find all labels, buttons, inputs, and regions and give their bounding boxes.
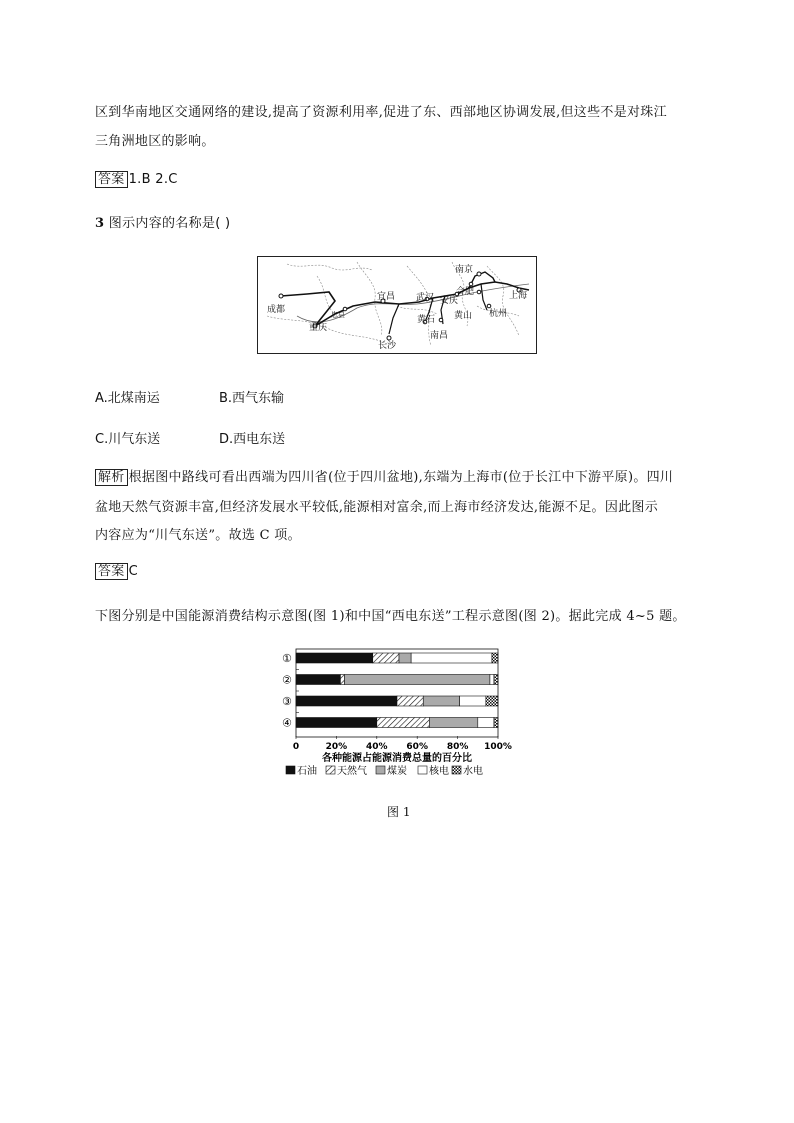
bar-segment-2-row-2	[340, 675, 344, 685]
analysis-tag: 解析	[95, 469, 128, 486]
legend-swatch-1	[286, 766, 295, 774]
energy-structure-chart	[280, 648, 520, 778]
city-wuhan: 武汉	[416, 293, 435, 303]
category-label: ③	[282, 695, 292, 708]
bar-segment-5-row-3	[486, 696, 498, 706]
bar-segment-1-row-1	[296, 653, 373, 663]
answer-1	[95, 171, 178, 188]
legend-label-1: 石油	[297, 766, 317, 777]
answer-tag: 答案	[95, 563, 128, 580]
bar-segment-5-row-2	[494, 675, 498, 685]
answer-3	[95, 563, 138, 580]
category-label: ④	[282, 716, 292, 730]
analysis-line-2: 盆地天然气资源丰富,但经济发展水平较低,能源相对富余,而上海市经济发达,能源不足。因此图示	[95, 500, 659, 515]
city-nanchang: 南昌	[430, 331, 449, 341]
city-nanjing: 南京	[455, 265, 474, 275]
city-huangshi: 黄石	[417, 315, 436, 325]
city-yichang: 宜昌	[377, 292, 396, 302]
option-b: B.西气东输	[219, 391, 285, 406]
legend-label-3: 煤炭	[387, 766, 407, 777]
option-c: C.川气东送	[95, 432, 161, 447]
city-chengdu: 成都	[267, 305, 286, 315]
legend-label-4: 核电	[429, 766, 449, 777]
figure-caption: 图 1	[387, 805, 411, 819]
x-tick-label: 60%	[406, 742, 428, 752]
bars-group	[296, 653, 498, 728]
x-axis-label: 各种能源占能源消费总量的百分比	[322, 753, 472, 764]
question-text: 图示内容的名称是( )	[108, 216, 231, 231]
bar-segment-5-row-4	[494, 718, 498, 728]
legend-swatch-4	[418, 766, 427, 774]
x-tick-label: 100%	[484, 742, 512, 752]
legend-swatch-3	[376, 766, 385, 774]
bar-segment-3-row-4	[429, 718, 477, 728]
bar-segment-3-row-2	[344, 675, 489, 685]
question-3	[95, 212, 230, 231]
x-tick-label: 80%	[446, 742, 469, 752]
answer-tag: 答案	[95, 171, 128, 188]
option-d: D.西电东送	[219, 432, 286, 447]
x-tick-label: 20%	[325, 742, 348, 752]
city-changsha: 长沙	[378, 341, 397, 351]
bar-segment-5-row-1	[492, 653, 498, 663]
analysis-line-3: 内容应为“川气东送”。故选 C 项。	[95, 528, 301, 543]
city-anqing: 安庆	[440, 296, 459, 306]
axes-group	[282, 649, 512, 764]
city-huangshan: 黄山	[454, 311, 473, 321]
city-hefei: 合肥	[456, 287, 475, 297]
x-tick-label: 0	[292, 742, 300, 752]
intro-line-1: 区到华南地区交通网络的建设,提高了资源利用率,促进了东、西部地区协调发展,但这些不是对珠江	[95, 105, 667, 120]
analysis-line-1	[95, 466, 673, 486]
answer-1-text: 1.B 2.C	[128, 172, 178, 187]
legend-label-2: 天然气	[337, 766, 367, 777]
city-shanghai: 上海	[509, 291, 528, 301]
x-tick-label: 40%	[366, 742, 388, 752]
legend-swatch-2	[326, 766, 335, 774]
legend-label-5: 水电	[463, 766, 483, 777]
legend-group	[286, 764, 483, 777]
option-a: A.北煤南运	[95, 391, 160, 406]
bar-segment-4-row-1	[411, 653, 492, 663]
bar-segment-3-row-3	[423, 696, 459, 706]
bar-segment-1-row-4	[296, 718, 377, 728]
intro-2: 下图分别是中国能源消费结构示意图(图 1)和中国“西电东送”工程示意图(图 2)。据此完成 4~5 题。	[95, 609, 686, 624]
bar-segment-4-row-4	[478, 718, 494, 728]
category-label: ②	[282, 673, 292, 687]
answer-3-text: C	[128, 564, 138, 579]
bar-segment-2-row-4	[377, 718, 430, 728]
bar-segment-4-row-2	[490, 675, 494, 685]
bar-segment-2-row-3	[397, 696, 423, 706]
category-label: ①	[282, 652, 292, 665]
city-chongqing: 重庆	[309, 323, 328, 333]
city-hangzhou: 杭州	[489, 309, 508, 319]
city-zhongxian: 忠县	[331, 311, 345, 319]
bar-segment-3-row-1	[399, 653, 411, 663]
bar-segment-2-row-1	[373, 653, 399, 663]
bar-segment-1-row-2	[296, 675, 340, 685]
question-number: 3	[95, 216, 105, 231]
intro-line-2: 三角洲地区的影响。	[95, 134, 215, 149]
bar-segment-4-row-3	[460, 696, 486, 706]
bar-segment-1-row-3	[296, 696, 397, 706]
route-map	[257, 256, 537, 354]
legend-swatch-5	[452, 766, 461, 774]
analysis-text-1: 根据图中路线可看出西端为四川省(位于四川盆地),东端为上海市(位于长江中下游平原)。四川	[128, 470, 674, 485]
